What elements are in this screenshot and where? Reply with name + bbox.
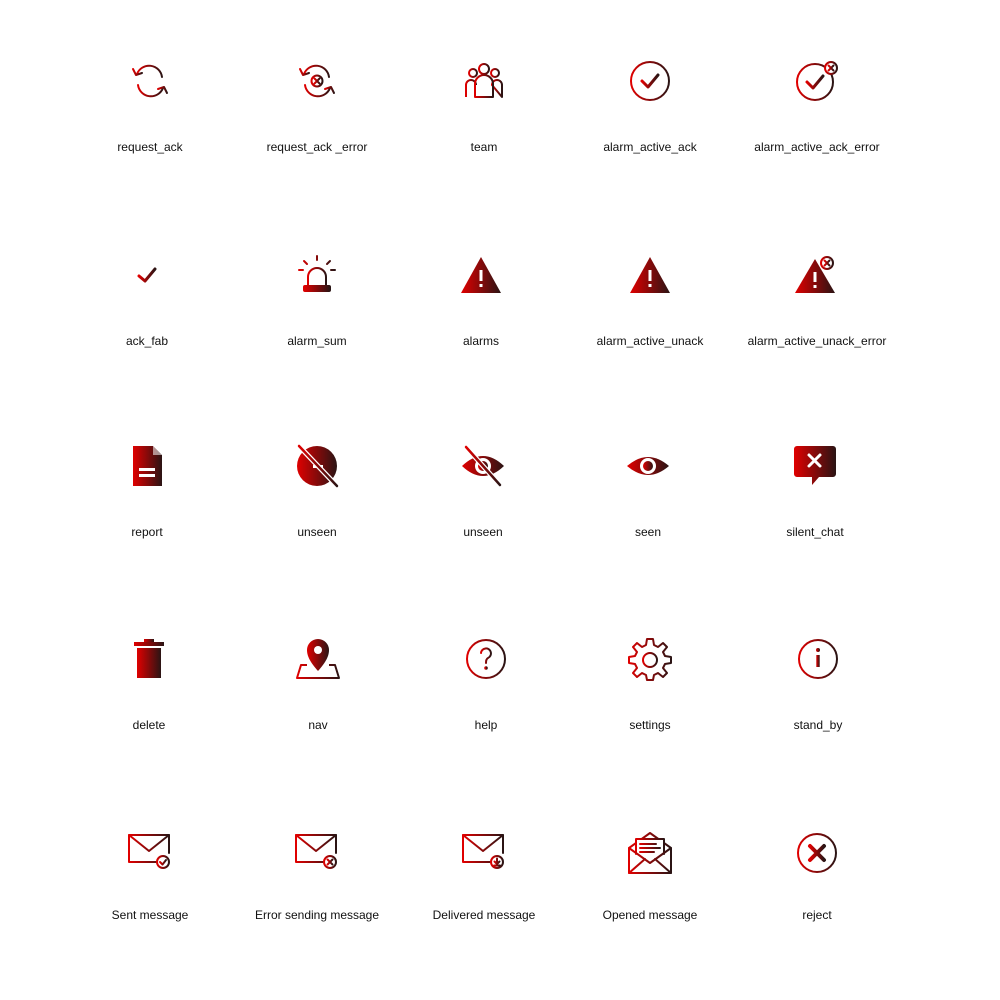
help-circle-icon: [463, 636, 509, 682]
refresh-error-icon: [294, 58, 340, 104]
icon-label: alarms: [462, 334, 499, 348]
icon-label: alarm_active_ack: [603, 140, 697, 154]
check-circle-icon: [627, 58, 673, 104]
gear-icon: [627, 636, 673, 682]
icon-label: seen: [634, 525, 662, 539]
map-pin-icon: [295, 636, 341, 682]
icon-label: unseen: [463, 525, 503, 539]
unseen-circle-icon: [294, 443, 340, 489]
icon-label: nav: [308, 718, 328, 732]
check-icon: [124, 252, 170, 298]
icon-label: Error sending message: [254, 908, 380, 922]
mail-check-icon: [127, 830, 173, 876]
icon-label: unseen: [297, 525, 337, 539]
icon-label: request_ack: [117, 140, 183, 154]
icon-label: Delivered message: [432, 908, 536, 922]
check-circle-error-icon: [794, 58, 840, 104]
refresh-icon: [127, 58, 173, 104]
icon-label: report: [131, 525, 163, 539]
icon-label: help: [474, 718, 498, 732]
icon-cell: [717, 830, 917, 950]
mail-open-icon: [627, 830, 673, 876]
icon-cell: [715, 443, 915, 563]
icon-label: request_ack _error: [266, 140, 368, 154]
warning-triangle-error-icon: [794, 252, 840, 298]
icon-label: alarm_sum: [287, 334, 347, 348]
team-icon: [461, 58, 507, 104]
siren-icon: [294, 252, 340, 298]
trash-icon: [126, 636, 172, 682]
icon-label: silent_chat: [786, 525, 844, 539]
icon-label: alarm_active_ack_error: [754, 140, 880, 154]
icon-label: reject: [802, 908, 832, 922]
icon-label: Sent message: [111, 908, 189, 922]
icon-label: team: [470, 140, 498, 154]
icon-label: stand_by: [793, 718, 843, 732]
icon-label: Opened message: [602, 908, 698, 922]
mail-error-icon: [294, 830, 340, 876]
icon-label: alarm_active_unack: [596, 334, 704, 348]
eye-off-icon: [460, 443, 506, 489]
icon-label: ack_fab: [125, 334, 169, 348]
warning-triangle-icon: [458, 252, 504, 298]
icon-label: alarm_active_unack_error: [747, 334, 887, 348]
mail-download-icon: [461, 830, 507, 876]
icon-cell: [717, 252, 917, 372]
warning-triangle-icon: [627, 252, 673, 298]
info-circle-icon: [795, 636, 841, 682]
icon-label: settings: [629, 718, 671, 732]
document-icon: [124, 443, 170, 489]
chat-x-icon: [792, 443, 838, 489]
eye-icon: [625, 443, 671, 489]
icon-cell: [718, 636, 918, 756]
icon-cell: [717, 58, 917, 178]
x-circle-icon: [794, 830, 840, 876]
icon-label: delete: [132, 718, 166, 732]
